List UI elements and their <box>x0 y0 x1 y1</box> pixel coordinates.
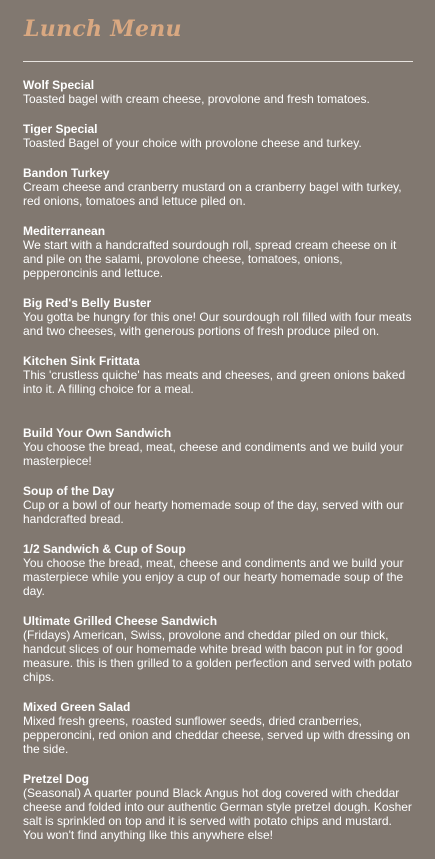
menu-item-mediterranean <box>23 224 415 280</box>
menu-item-description: Toasted Bagel of your choice with provolone cheese and turkey. <box>23 136 362 150</box>
menu-item-description: We start with a handcrafted sourdough roll, spread cream cheese on it and pile on the salami, provolone cheese, tomatoes, onions, pepperoncinis and lettuce. <box>23 238 397 280</box>
menu-item-name: Tiger Special <box>23 122 98 136</box>
menu-item-name: Ultimate Grilled Cheese Sandwich <box>23 614 218 628</box>
menu-item-description: Toasted bagel with cream cheese, provolone and fresh tomatoes. <box>23 92 370 106</box>
menu-item-name: Soup of the Day <box>23 484 115 498</box>
menu-item-big-reds-belly-buster <box>23 296 415 338</box>
menu-item-wolf-special <box>23 78 415 106</box>
menu-item-name: Bandon Turkey <box>23 166 110 180</box>
title-divider <box>23 61 413 62</box>
menu-item-name: Mixed Green Salad <box>23 700 131 714</box>
menu-item-description: You choose the bread, meat, cheese and condiments and we build your masterpiece while you enjoy a cup of our hearty homemade soup of the day. <box>23 556 404 598</box>
menu-list <box>23 78 415 858</box>
menu-item-description: You gotta be hungry for this one! Our sourdough roll filled with four meats and two cheeses, with generous portions of fresh produce piled on. <box>23 310 412 338</box>
page-title: Lunch Menu <box>24 16 182 42</box>
menu-item-description: Cream cheese and cranberry mustard on a cranberry bagel with turkey, red onions, tomatoes and lettuce piled on. <box>23 180 402 208</box>
menu-item-name: Build Your Own Sandwich <box>23 426 172 440</box>
menu-item-name: Wolf Special <box>23 78 95 92</box>
menu-item-pretzel-dog <box>23 772 415 842</box>
menu-item-kitchen-sink-frittata <box>23 354 415 396</box>
menu-item-build-your-own-sandwich <box>23 426 415 468</box>
menu-item-description: (Seasonal) A quarter pound Black Angus hot dog covered with cheddar cheese and folded into our authentic German style pretzel dough. Kosher salt is sprinkled on top and it is served with potato chips and mustard. You won't find anything like this anywhere else! <box>23 786 412 842</box>
menu-item-name: Mediterranean <box>23 224 106 238</box>
menu-item-half-sandwich-cup-of-soup <box>23 542 415 598</box>
menu-item-name: Kitchen Sink Frittata <box>23 354 140 368</box>
menu-item-description: (Fridays) American, Swiss, provolone and cheddar piled on our thick, handcut slices of our homemade white bread with bacon put in for good measure. this is then grilled to a golden perfection and served with potato chips. <box>23 628 412 684</box>
menu-item-description: You choose the bread, meat, cheese and condiments and we build your masterpiece! <box>23 440 404 468</box>
menu-item-name: Pretzel Dog <box>23 772 90 786</box>
menu-item-description: This 'crustless quiche' has meats and cheeses, and green onions baked into it. A filling choice for a meal. <box>23 368 406 396</box>
menu-item-ultimate-grilled-cheese <box>23 614 415 684</box>
menu-item-description: Cup or a bowl of our hearty homemade soup of the day, served with our handcrafted bread. <box>23 498 404 526</box>
menu-item-name: 1/2 Sandwich & Cup of Soup <box>23 542 186 556</box>
menu-item-soup-of-the-day <box>23 484 415 526</box>
menu-item-tiger-special <box>23 122 415 150</box>
menu-item-name: Big Red's Belly Buster <box>23 296 152 310</box>
menu-item-bandon-turkey <box>23 166 415 208</box>
menu-item-description: Mixed fresh greens, roasted sunflower seeds, dried cranberries, pepperoncini, red onion and cheddar cheese, served up with dressing on the side. <box>23 714 410 756</box>
menu-item-mixed-green-salad <box>23 700 415 756</box>
